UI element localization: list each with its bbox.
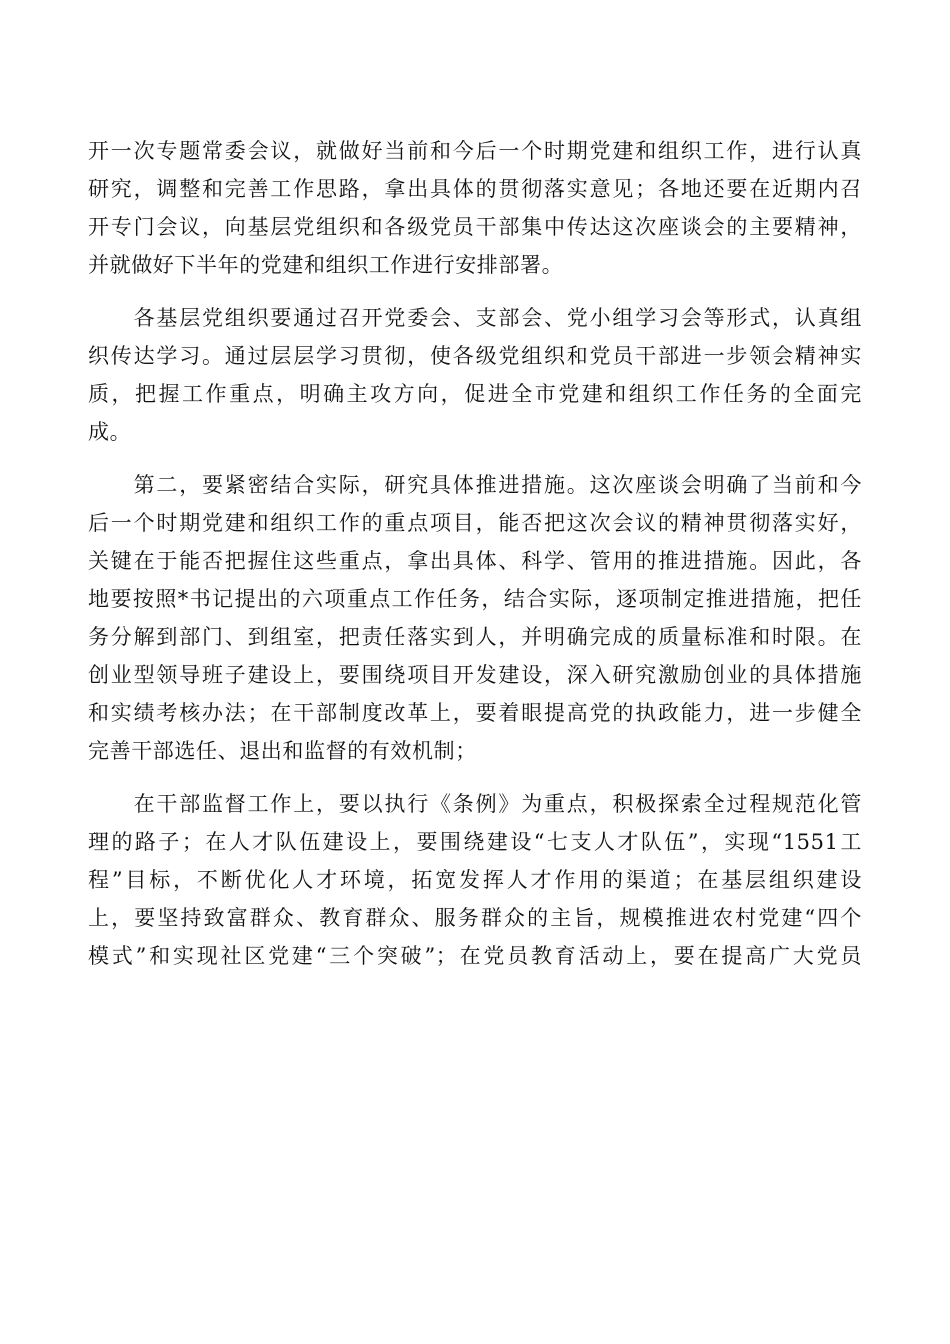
text-line: 上，要坚持致富群众、教育群众、服务群众的主旨，规模推进农村党建“四个 bbox=[88, 906, 862, 930]
text-line: 研究，调整和完善工作思路，拿出具体的贯彻落实意见；各地还要在近期内召 bbox=[88, 177, 862, 201]
text-line: 完善干部选任、退出和监督的有效机制； bbox=[88, 739, 477, 763]
text-line: 模式”和实现社区党建“三个突破”；在党员教育活动上，要在提高广大党员 bbox=[88, 944, 862, 968]
text-line: 创业型领导班子建设上，要围绕项目开发建设，深入研究激励创业的具体措施 bbox=[88, 663, 862, 687]
text-line: 成。 bbox=[88, 420, 132, 444]
paragraph bbox=[88, 466, 862, 770]
text-line: 各基层党组织要通过召开党委会、支部会、党小组学习会等形式，认真组 bbox=[88, 306, 862, 330]
document-body bbox=[88, 132, 862, 990]
text-line: 在干部监督工作上，要以执行《条例》为重点，积极探索全过程规范化管 bbox=[88, 792, 862, 816]
text-line: 并就做好下半年的党建和组织工作进行安排部署。 bbox=[88, 253, 564, 277]
paragraph bbox=[88, 785, 862, 975]
text-line: 第二，要紧密结合实际，研究具体推进措施。这次座谈会明确了当前和今 bbox=[88, 473, 862, 497]
text-line: 织传达学习。通过层层学习贯彻，使各级党组织和党员干部进一步领会精神实 bbox=[88, 344, 862, 368]
text-line: 地要按照*书记提出的六项重点工作任务，结合实际，逐项制定推进措施，把任 bbox=[88, 587, 862, 611]
text-line: 后一个时期党建和组织工作的重点项目，能否把这次会议的精神贯彻落实好， bbox=[88, 511, 862, 535]
text-line: 关键在于能否把握住这些重点，拿出具体、科学、管用的推进措施。因此，各 bbox=[88, 549, 862, 573]
text-line: 程”目标，不断优化人才环境，拓宽发挥人才作用的渠道；在基层组织建设 bbox=[88, 868, 862, 892]
text-line: 开专门会议，向基层党组织和各级党员干部集中传达这次座谈会的主要精神， bbox=[88, 215, 862, 239]
paragraph bbox=[88, 299, 862, 451]
text-line: 和实绩考核办法；在干部制度改革上，要着眼提高党的执政能力，进一步健全 bbox=[88, 701, 862, 725]
paragraph bbox=[88, 132, 862, 284]
text-line: 质，把握工作重点，明确主攻方向，促进全市党建和组织工作任务的全面完 bbox=[88, 382, 862, 406]
text-line: 开一次专题常委会议，就做好当前和今后一个时期党建和组织工作，进行认真 bbox=[88, 139, 862, 163]
text-line: 务分解到部门、到组室，把责任落实到人，并明确完成的质量标准和时限。在 bbox=[88, 625, 862, 649]
text-line: 理的路子；在人才队伍建设上，要围绕建设“七支人才队伍”，实现“1551工 bbox=[88, 830, 862, 854]
